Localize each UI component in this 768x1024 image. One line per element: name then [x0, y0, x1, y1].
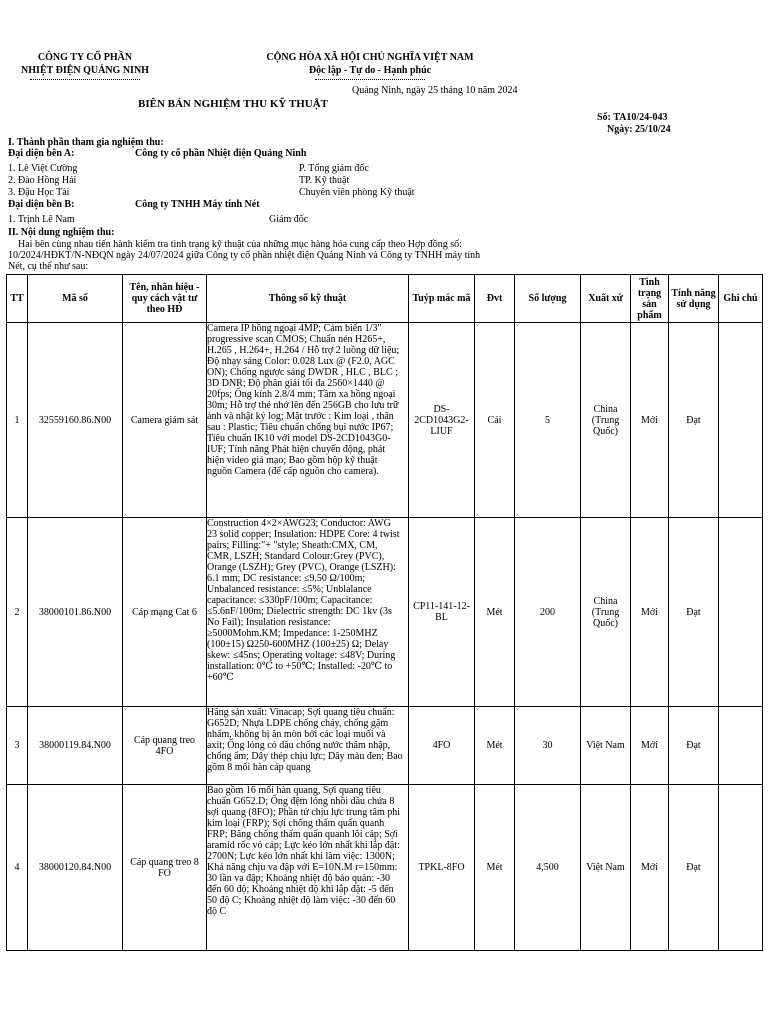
cell-text-line: BL [435, 612, 448, 623]
cell-so-luong: 200 [515, 518, 581, 707]
cell-text-line: +60℃ [207, 672, 234, 683]
cell-dvt: Cái [475, 323, 515, 518]
party-b-member-role: Giám đốc [269, 214, 309, 225]
cell-xuat-xu [581, 707, 631, 785]
cell-text-line: 2700N; Lực kéo lớn nhất khi làm việc: 1300N; [207, 851, 395, 862]
cell-ma-so: 38000119.84.N00 [28, 707, 123, 785]
cell-text-line: nguồn Camera (để cấp nguồn cho camera). [207, 466, 379, 477]
cell-text-line: sợi quang (8FO); Phần tử chịu lực trung tâm phi [207, 807, 401, 818]
header-ghi-chu: Ghi chú [719, 275, 763, 323]
cell-text-line: Độ nhạy sáng Color: 0.028 Lux @ (F2.0, AGC [207, 356, 395, 367]
cell-text-line: CP11-141-12- [413, 601, 470, 612]
cell-tinh-trang: Mới [631, 323, 669, 518]
cell-text-line: Khả năng chịu va đập với E=10N.M r=150mm: [207, 862, 398, 873]
cell-tinh-trang: Mới [631, 707, 669, 785]
cell-dvt: Mét [475, 707, 515, 785]
cell-text-line: IUF; Tính năng Phát hiện chuyển động, phát [207, 444, 386, 455]
cell-tuyp [409, 785, 475, 951]
party-a-member-name: 2. Đào Hồng Hải [8, 175, 77, 186]
cell-text-line: ≤5.6nF/100m; Dielectric strength: DC 1kv (3s [207, 606, 392, 617]
cell-tinh-nang: Đạt [669, 518, 719, 707]
cell-text-line: 4FO [155, 745, 174, 757]
cell-thong-so [207, 323, 409, 518]
party-b-member-name: 1. Trịnh Lê Nam [8, 214, 75, 225]
party-b-label: Đại diện bên B: [8, 199, 75, 210]
section2-paragraph-line3: Nét, cụ thể như sau: [8, 261, 89, 272]
republic-title: CỘNG HÒA XÃ HỘI CHỦ NGHĨA VIỆT NAM [266, 52, 474, 63]
cell-thong-so [207, 707, 409, 785]
cell-text-line: H.265 , H.264+, H.264 / Hỗ trợ 2 luồng dữ liệu; [207, 345, 400, 356]
cell-text-line: installation: 0℃ to +50℃; Installed: -20℃ to [207, 661, 393, 672]
cell-text-line: ON); Chống ngược sáng DWDR , HLC , BLC ; [207, 367, 398, 378]
motto: Độc lập - Tự do - Hạnh phúc [308, 65, 432, 76]
cell-tt: 4 [7, 785, 28, 951]
section2-paragraph-line2: 10/2024/HĐKT/N-NĐQN ngày 24/07/2024 giữa Công ty cổ phần nhiệt điện Quảng Ninh và Công ty TNHH máy tính [8, 250, 481, 261]
cell-ma-so: 38000101.86.N00 [28, 518, 123, 707]
cell-text-line: capacitance: ≤330pF/100m; Capacitance: [207, 595, 373, 606]
cell-text-line: chuẩn G652.D; Ống đệm lỏng nhồi dầu chứa 8 [207, 796, 395, 807]
cell-text-line: Bao gồm 16 mối hàn quang, Sợi quang tiêu [207, 785, 381, 796]
party-b-name: Công ty TNHH Máy tính Nét [135, 199, 260, 210]
cell-thong-so [207, 785, 409, 951]
document-number: Số: TA10/24-043 [597, 112, 668, 123]
cell-text-line: gồm 8 mối hàn cáp quang [207, 762, 311, 773]
company-name-line2: NHIỆT ĐIỆN QUẢNG NINH [21, 65, 149, 76]
company-name-line1: CÔNG TY CỔ PHẦN [37, 52, 133, 63]
cell-tinh-nang: Đạt [669, 785, 719, 951]
cell-text-line: nhấm, không bị ăn mòn bởi các loại muối và [207, 729, 386, 740]
cell-xuat-xu [581, 785, 631, 951]
cell-text-line: China [593, 403, 618, 415]
company-underline [30, 79, 140, 80]
table-row [7, 785, 763, 951]
cell-ma-so: 38000120.84.N00 [28, 785, 123, 951]
cell-ten: Camera giám sát [123, 323, 207, 518]
cell-xuat-xu [581, 518, 631, 707]
cell-text-line: ≥5000Mohm.KM; Impedance: 1-250MHZ [207, 628, 378, 639]
cell-text-line: pairs; Filling:"+ "style; Sheath:CMX, CM, [207, 540, 378, 551]
cell-ghi-chu [719, 323, 763, 518]
cell-text-line: 20fps; Ống kính 2.8/4 mm; Tầm xa hồng ngoại [207, 389, 396, 400]
cell-thong-so [207, 518, 409, 707]
cell-text-line: G652D; Nhựa LDPE chống cháy, chống gặm [207, 718, 389, 729]
cell-text-line: hiện video giả mạo; Bao gồm hộp kỹ thuật [207, 455, 378, 466]
cell-tuyp [409, 518, 475, 707]
cell-text-line: (Trung [591, 414, 620, 426]
cell-text-line: Quốc) [593, 425, 618, 437]
party-a-member-name: 3. Đậu Học Tài [8, 187, 70, 198]
cell-tt: 3 [7, 707, 28, 785]
cell-text-line: Việt Nam [586, 862, 625, 873]
cell-text-line: aramid rốc vỏ cáp; Lực kéo lớn nhất khi lắp đặt: [207, 840, 400, 851]
motto-underline [315, 79, 425, 80]
cell-so-luong: 5 [515, 323, 581, 518]
cell-ten: Cáp mạng Cat 6 [123, 518, 207, 707]
cell-text-line: 3D DNR; Độ phân giải tối đa 2560×1440 @ [207, 378, 385, 389]
cell-text-line: CMR, LSZH; Standard Colour:Grey (PVC), [207, 551, 385, 562]
cell-text-line: (100±15) Ω250-600MHZ (100±25) Ω; Delay [207, 639, 389, 650]
cell-text-line: sau : Plastic; Tiêu chuẩn chống bụi nước IP67; [207, 422, 394, 433]
cell-tt: 2 [7, 518, 28, 707]
cell-so-luong: 30 [515, 707, 581, 785]
party-a-member-role: TP. Kỹ thuật [299, 175, 350, 186]
cell-text-line: Hãng sản xuất: Vinacap; Sợi quang tiêu chuẩn: [207, 707, 395, 718]
cell-text-line: Orange (LSZH); Grey (PVC), Orange (LSZH): [207, 562, 396, 573]
cell-text-line: đến 60 độ; Khoảng nhiệt độ khi lắp đặt: -5 đến [207, 884, 394, 895]
header-xuat-xu: Xuất xứ [581, 275, 631, 323]
party-a-member-role: Chuyên viên phòng Kỹ thuật [299, 187, 415, 198]
cell-ghi-chu [719, 707, 763, 785]
section1-heading: I. Thành phần tham gia nghiệm thu: [8, 137, 164, 148]
cell-tinh-trang: Mới [631, 518, 669, 707]
header-tt: TT [7, 275, 28, 323]
header-dvt: Đvt [475, 275, 515, 323]
header-tinh-trang: Tình trạng sản phẩm [631, 275, 669, 323]
header-ten: Tên, nhãn hiệu - quy cách vật tư theo HĐ [123, 275, 207, 323]
acceptance-table [6, 274, 763, 951]
cell-text-line: 2CD1043G2- [414, 414, 469, 426]
cell-ma-so: 32559160.86.N00 [28, 323, 123, 518]
cell-xuat-xu [581, 323, 631, 518]
cell-text-line: China [593, 595, 618, 607]
cell-text-line: kim loại (FRP); Sợi chống thấm quấn quanh [207, 818, 385, 829]
cell-text-line: FO [158, 867, 171, 879]
cell-text-line: Unbalanced resistance: ≤5%; Unblalance [207, 584, 372, 595]
cell-tuyp [409, 707, 475, 785]
table-row [7, 323, 763, 518]
cell-text-line: Cáp quang treo 8 [130, 856, 199, 868]
cell-text-line: Construction 4×2×AWG23; Conductor: AWG [207, 518, 391, 529]
cell-text-line: độ C [207, 906, 227, 917]
cell-text-line: TPKL-8FO [418, 862, 465, 873]
cell-text-line: Tiêu chuẩn IK10 với model DS-2CD1043G0- [207, 433, 391, 444]
document-title: BIÊN BẢN NGHIỆM THU KỸ THUẬT [138, 98, 328, 110]
cell-text-line: skew: ≤45ns; Operating voltage: ≤48V; During [207, 650, 396, 661]
cell-dvt: Mét [475, 518, 515, 707]
cell-text-line: Camera IP hồng ngoại 4MP; Cảm biến 1/3" [207, 323, 382, 334]
section2-heading: II. Nội dung nghiệm thu: [8, 227, 115, 238]
cell-text-line: Cáp quang treo [133, 734, 196, 746]
header-ma-so: Mã số [28, 275, 123, 323]
place-date: Quảng Ninh, ngày 25 tháng 10 năm 2024 [352, 85, 518, 96]
cell-tinh-nang: Đạt [669, 323, 719, 518]
cell-text-line: Quốc) [593, 617, 618, 629]
cell-tt: 1 [7, 323, 28, 518]
table-row [7, 518, 763, 707]
cell-ghi-chu [719, 785, 763, 951]
cell-text-line: 30m; Hỗ trợ thẻ nhớ lên đến 256GB cho lưu trữ [207, 400, 399, 411]
cell-text-line: FRP; Băng chống thấm quấn quanh lõi cáp; Sợi [207, 829, 398, 840]
cell-tinh-trang: Mới [631, 785, 669, 951]
cell-ghi-chu [719, 518, 763, 707]
cell-text-line: axit; Ống lỏng có dầu chống nước thâm nhập, [207, 740, 391, 751]
party-a-label: Đại diện bên A: [8, 148, 75, 159]
cell-text-line: 4FO [432, 740, 451, 751]
cell-text-line: (Trung [591, 606, 620, 618]
cell-text-line: ảnh và nhật ký log; Mặt trước : Kim loại , thân [207, 411, 394, 422]
cell-tinh-nang: Đạt [669, 707, 719, 785]
table-body [7, 323, 763, 951]
party-a-name: Công ty cổ phần Nhiệt điện Quảng Ninh [135, 148, 307, 159]
cell-text-line: DS- [433, 403, 450, 415]
table-header-row [7, 275, 763, 323]
cell-text-line: progressive scan CMOS; Chuẩn nén H265+, [207, 334, 386, 345]
cell-dvt: Mét [475, 785, 515, 951]
party-a-member-role: P. Tổng giám đốc [299, 163, 369, 174]
header-tuyp: Tuýp mác mã [409, 275, 475, 323]
table-row [7, 707, 763, 785]
header-tinh-nang: Tính năng sử dụng [669, 275, 719, 323]
document-date: Ngày: 25/10/24 [607, 124, 671, 135]
cell-ten [123, 707, 207, 785]
cell-text-line: LIUF [430, 425, 453, 437]
cell-text-line: 6.1 mm; DC resistance: ≤9.50 Ω/100m; [207, 573, 366, 584]
cell-text-line: Việt Nam [586, 740, 625, 751]
section2-paragraph-line1: Hai bên cùng nhau tiến hành kiểm tra tình trạng kỹ thuật của những mục hàng hóa cung cấp theo Hợp đồng số: [18, 239, 462, 250]
cell-text-line: No Fail); Insulation resistance: [207, 617, 331, 628]
cell-text-line: chống ẩm; Dây thép chịu lực; Dây màu đen; Bao [207, 751, 403, 762]
party-a-member-name: 1. Lê Việt Cường [8, 163, 78, 174]
cell-ten [123, 785, 207, 951]
header-thong-so: Thông số kỹ thuật [207, 275, 409, 323]
cell-tuyp [409, 323, 475, 518]
cell-text-line: 30 lần va đập; Khoảng nhiệt độ bảo quản: -30 [207, 873, 391, 884]
header-so-luong: Số lượng [515, 275, 581, 323]
cell-text-line: 50 độ C; Khoảng nhiệt độ làm việc: -30 đến 60 [207, 895, 396, 906]
cell-so-luong: 4,500 [515, 785, 581, 951]
cell-text-line: 23 solid copper; Insulation: HDPE Core: 4 twist [207, 529, 400, 540]
